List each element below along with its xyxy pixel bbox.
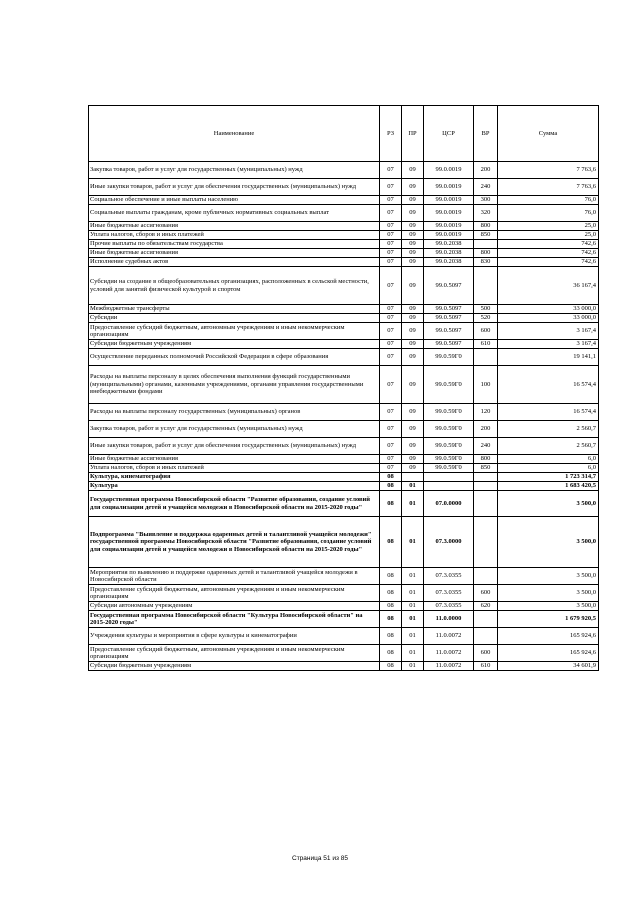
cell-rz: 07 — [380, 323, 402, 340]
cell-vr: 610 — [474, 340, 498, 349]
cell-vr: 600 — [474, 323, 498, 340]
cell-rz: 07 — [380, 366, 402, 404]
cell-name: Субсидии — [89, 314, 380, 323]
cell-vr — [474, 240, 498, 249]
cell-vr: 120 — [474, 404, 498, 421]
cell-sum: 3 500,0 — [498, 568, 599, 585]
cell-pr: 09 — [402, 196, 424, 205]
table-row — [89, 162, 599, 179]
cell-pr: 01 — [402, 662, 424, 671]
cell-name: Государственная программа Новосибирской области "Развитие образования, создание условий для социализации детей и учащейся молодежи в Новосибирской области на 2015-2020 годы" — [89, 491, 380, 517]
cell-sum: 33 000,0 — [498, 314, 599, 323]
cell-vr: 320 — [474, 205, 498, 222]
cell-csr: 99.0.59Г0 — [424, 421, 474, 438]
cell-vr: 800 — [474, 455, 498, 464]
cell-pr: 09 — [402, 438, 424, 455]
cell-rz: 07 — [380, 205, 402, 222]
cell-rz: 07 — [380, 404, 402, 421]
cell-name: Социальные выплаты гражданам, кроме публичных нормативных социальных выплат — [89, 205, 380, 222]
table-row — [89, 464, 599, 473]
cell-name: Прочие выплаты по обязательствам государства — [89, 240, 380, 249]
cell-pr: 09 — [402, 323, 424, 340]
cell-sum: 6,0 — [498, 455, 599, 464]
cell-rz: 08 — [380, 585, 402, 602]
cell-pr: 09 — [402, 179, 424, 196]
table-row — [89, 645, 599, 662]
cell-sum: 16 574,4 — [498, 404, 599, 421]
cell-sum: 1 679 920,5 — [498, 611, 599, 628]
cell-csr — [424, 482, 474, 491]
cell-vr — [474, 482, 498, 491]
cell-rz: 07 — [380, 162, 402, 179]
cell-rz: 07 — [380, 222, 402, 231]
table-row — [89, 323, 599, 340]
table-row — [89, 517, 599, 568]
cell-vr — [474, 628, 498, 645]
cell-csr: 99.0.2038 — [424, 240, 474, 249]
cell-vr: 200 — [474, 421, 498, 438]
cell-csr: 11.0.0000 — [424, 611, 474, 628]
cell-sum: 1 723 314,7 — [498, 473, 599, 482]
cell-rz: 08 — [380, 662, 402, 671]
budget-table-body — [89, 106, 599, 671]
cell-name: Культура — [89, 482, 380, 491]
cell-name: Учреждения культуры и мероприятия в сфере культуры и кинематографии — [89, 628, 380, 645]
cell-rz: 07 — [380, 340, 402, 349]
cell-csr: 07.0.0000 — [424, 491, 474, 517]
cell-vr: 800 — [474, 222, 498, 231]
cell-sum: 165 924,6 — [498, 645, 599, 662]
cell-csr: 99.0.0019 — [424, 162, 474, 179]
cell-pr: 01 — [402, 482, 424, 491]
cell-vr: 200 — [474, 162, 498, 179]
cell-sum: 33 000,0 — [498, 305, 599, 314]
cell-rz: 07 — [380, 231, 402, 240]
cell-name: Субсидии автономным учреждениям — [89, 602, 380, 611]
cell-vr: 240 — [474, 179, 498, 196]
cell-vr: 610 — [474, 662, 498, 671]
cell-pr: 09 — [402, 258, 424, 267]
cell-name: Предоставление субсидий бюджетным, автономным учреждениям и иным некоммерческим организациям — [89, 323, 380, 340]
table-row — [89, 249, 599, 258]
cell-sum: 25,0 — [498, 222, 599, 231]
cell-vr: 520 — [474, 314, 498, 323]
cell-sum: 2 560,7 — [498, 421, 599, 438]
cell-name: Закупка товаров, работ и услуг для государственных (муниципальных) нужд — [89, 162, 380, 179]
cell-rz: 07 — [380, 240, 402, 249]
table-row — [89, 404, 599, 421]
cell-rz: 08 — [380, 473, 402, 482]
cell-csr: 99.0.0019 — [424, 222, 474, 231]
cell-sum: 3 167,4 — [498, 340, 599, 349]
cell-rz: 08 — [380, 568, 402, 585]
cell-sum: 19 141,1 — [498, 349, 599, 366]
cell-pr: 09 — [402, 349, 424, 366]
table-row — [89, 421, 599, 438]
cell-rz: 07 — [380, 196, 402, 205]
cell-name: Расходы на выплаты персоналу в целях обеспечения выполнения функций государственными (муниципальными) органами, казенными учреждениями, органами управления государственными внебюджетными фондами — [89, 366, 380, 404]
cell-sum: 16 574,4 — [498, 366, 599, 404]
cell-csr: 11.0.0072 — [424, 662, 474, 671]
cell-rz: 07 — [380, 249, 402, 258]
cell-vr: 830 — [474, 258, 498, 267]
cell-pr: 01 — [402, 491, 424, 517]
cell-csr: 99.0.2038 — [424, 258, 474, 267]
cell-sum: 34 601,9 — [498, 662, 599, 671]
cell-csr: 07.3.0000 — [424, 517, 474, 568]
cell-pr: 09 — [402, 240, 424, 249]
table-row — [89, 222, 599, 231]
cell-name: Подпрограмма "Выявление и поддержка одаренных детей и талантливой учащейся молодежи" государственной программы Новосибирской области "Развитие образования, создание условий для социализации детей и учащейся молодежи в Новосибирской области на 2015-2020 годы" — [89, 517, 380, 568]
table-row — [89, 205, 599, 222]
cell-pr: 09 — [402, 455, 424, 464]
cell-rz: 08 — [380, 628, 402, 645]
cell-name: Предоставление субсидий бюджетным, автономным учреждениям и иным некоммерческим организациям — [89, 645, 380, 662]
cell-pr: 01 — [402, 585, 424, 602]
cell-pr: 01 — [402, 628, 424, 645]
table-row — [89, 258, 599, 267]
cell-sum: 76,0 — [498, 196, 599, 205]
cell-sum: 7 763,6 — [498, 162, 599, 179]
cell-csr: 99.0.0019 — [424, 179, 474, 196]
cell-vr — [474, 349, 498, 366]
table-row — [89, 314, 599, 323]
table-row — [89, 267, 599, 305]
cell-rz: 07 — [380, 305, 402, 314]
table-row — [89, 455, 599, 464]
cell-sum: 6,0 — [498, 464, 599, 473]
cell-sum: 2 560,7 — [498, 438, 599, 455]
table-header-row — [89, 106, 599, 162]
cell-vr: 240 — [474, 438, 498, 455]
cell-vr: 600 — [474, 645, 498, 662]
cell-name: Государственная программа Новосибирской области "Культура Новосибирской области" на 2015-2020 годы" — [89, 611, 380, 628]
cell-sum: 3 167,4 — [498, 323, 599, 340]
cell-csr: 99.0.59Г0 — [424, 366, 474, 404]
cell-rz: 07 — [380, 258, 402, 267]
cell-vr — [474, 267, 498, 305]
table-row — [89, 482, 599, 491]
cell-name: Субсидии бюджетным учреждениям — [89, 662, 380, 671]
cell-sum: 76,0 — [498, 205, 599, 222]
cell-name: Предоставление субсидий бюджетным, автономным учреждениям и иным некоммерческим организациям — [89, 585, 380, 602]
cell-sum: 3 500,0 — [498, 602, 599, 611]
cell-vr — [474, 568, 498, 585]
cell-vr: 800 — [474, 249, 498, 258]
header-rz: РЗ — [380, 106, 402, 162]
cell-vr: 500 — [474, 305, 498, 314]
table-row — [89, 305, 599, 314]
table-row — [89, 473, 599, 482]
cell-name: Мероприятия по выявлению и поддержке одаренных детей и талантливой учащейся молодежи в Новосибирской области — [89, 568, 380, 585]
cell-vr — [474, 473, 498, 482]
cell-csr: 99.0.59Г0 — [424, 464, 474, 473]
cell-vr — [474, 491, 498, 517]
cell-name: Уплата налогов, сборов и иных платежей — [89, 464, 380, 473]
cell-pr: 09 — [402, 366, 424, 404]
cell-sum: 3 500,0 — [498, 491, 599, 517]
cell-pr: 09 — [402, 249, 424, 258]
cell-rz: 08 — [380, 645, 402, 662]
cell-pr — [402, 473, 424, 482]
cell-rz: 08 — [380, 611, 402, 628]
cell-pr: 01 — [402, 517, 424, 568]
cell-name: Субсидии на создание в общеобразовательных организациях, расположенных в сельской местности, условий для занятий физической культурой и спортом — [89, 267, 380, 305]
cell-csr: 99.0.5097 — [424, 267, 474, 305]
table-row — [89, 662, 599, 671]
cell-csr: 99.0.2038 — [424, 249, 474, 258]
cell-name: Субсидии бюджетным учреждениям — [89, 340, 380, 349]
table-row — [89, 568, 599, 585]
cell-vr: 100 — [474, 366, 498, 404]
table-row — [89, 196, 599, 205]
cell-name: Культура, кинематография — [89, 473, 380, 482]
cell-csr: 99.0.59Г0 — [424, 349, 474, 366]
cell-name: Иные бюджетные ассигнования — [89, 222, 380, 231]
cell-pr: 09 — [402, 267, 424, 305]
cell-name: Осуществление переданных полномочий Российской Федерации в сфере образования — [89, 349, 380, 366]
cell-name: Исполнение судебных актов — [89, 258, 380, 267]
cell-csr: 11.0.0072 — [424, 645, 474, 662]
cell-csr: 99.0.59Г0 — [424, 455, 474, 464]
table-row — [89, 585, 599, 602]
cell-vr: 620 — [474, 602, 498, 611]
cell-csr: 99.0.5097 — [424, 340, 474, 349]
cell-name: Иные закупки товаров, работ и услуг для обеспечения государственных (муниципальных) нужд — [89, 438, 380, 455]
cell-rz: 07 — [380, 314, 402, 323]
cell-rz: 07 — [380, 267, 402, 305]
cell-csr: 99.0.0019 — [424, 205, 474, 222]
cell-pr: 09 — [402, 205, 424, 222]
cell-vr: 850 — [474, 231, 498, 240]
table-row — [89, 231, 599, 240]
cell-pr: 09 — [402, 340, 424, 349]
cell-pr: 09 — [402, 231, 424, 240]
table-row — [89, 611, 599, 628]
cell-sum: 3 500,0 — [498, 585, 599, 602]
cell-rz: 08 — [380, 491, 402, 517]
cell-sum: 36 167,4 — [498, 267, 599, 305]
header-sum: Сумма — [498, 106, 599, 162]
cell-sum: 742,6 — [498, 240, 599, 249]
cell-csr: 99.0.5097 — [424, 305, 474, 314]
table-row — [89, 179, 599, 196]
table-row — [89, 349, 599, 366]
cell-name: Иные закупки товаров, работ и услуг для обеспечения государственных (муниципальных) нужд — [89, 179, 380, 196]
cell-rz: 07 — [380, 464, 402, 473]
cell-csr: 99.0.59Г0 — [424, 404, 474, 421]
cell-pr: 01 — [402, 611, 424, 628]
header-csr: ЦСР — [424, 106, 474, 162]
cell-sum: 1 683 420,5 — [498, 482, 599, 491]
cell-sum: 7 763,6 — [498, 179, 599, 196]
cell-sum: 3 500,0 — [498, 517, 599, 568]
cell-csr: 99.0.5097 — [424, 314, 474, 323]
cell-rz: 07 — [380, 438, 402, 455]
cell-name: Межбюджетные трансферты — [89, 305, 380, 314]
cell-sum: 165 924,6 — [498, 628, 599, 645]
cell-name: Уплата налогов, сборов и иных платежей — [89, 231, 380, 240]
header-pr: ПР — [402, 106, 424, 162]
cell-sum: 25,0 — [498, 231, 599, 240]
cell-name: Иные бюджетные ассигнования — [89, 249, 380, 258]
cell-rz: 07 — [380, 421, 402, 438]
cell-vr — [474, 611, 498, 628]
cell-csr: 07.3.0355 — [424, 602, 474, 611]
cell-csr: 07.3.0355 — [424, 568, 474, 585]
cell-sum: 742,6 — [498, 249, 599, 258]
cell-rz: 08 — [380, 517, 402, 568]
cell-pr: 09 — [402, 421, 424, 438]
table-row — [89, 602, 599, 611]
cell-csr: 11.0.0072 — [424, 628, 474, 645]
cell-rz: 07 — [380, 349, 402, 366]
table-row — [89, 366, 599, 404]
cell-pr: 09 — [402, 305, 424, 314]
cell-vr: 600 — [474, 585, 498, 602]
page-footer: Страница 51 из 85 — [292, 855, 348, 862]
cell-name: Иные бюджетные ассигнования — [89, 455, 380, 464]
cell-pr: 09 — [402, 222, 424, 231]
cell-rz: 08 — [380, 602, 402, 611]
cell-vr: 850 — [474, 464, 498, 473]
cell-pr: 01 — [402, 645, 424, 662]
budget-table — [88, 105, 599, 671]
cell-pr: 09 — [402, 162, 424, 179]
cell-rz: 08 — [380, 482, 402, 491]
cell-name: Социальное обеспечение и иные выплаты населению — [89, 196, 380, 205]
cell-sum: 742,6 — [498, 258, 599, 267]
cell-vr: 300 — [474, 196, 498, 205]
cell-pr: 09 — [402, 404, 424, 421]
cell-name: Расходы на выплаты персоналу государственных (муниципальных) органов — [89, 404, 380, 421]
cell-rz: 07 — [380, 455, 402, 464]
table-row — [89, 340, 599, 349]
cell-csr: 99.0.0019 — [424, 196, 474, 205]
cell-vr — [474, 517, 498, 568]
cell-csr — [424, 473, 474, 482]
header-vr: ВР — [474, 106, 498, 162]
table-row — [89, 240, 599, 249]
cell-pr: 09 — [402, 464, 424, 473]
cell-csr: 99.0.0019 — [424, 231, 474, 240]
cell-name: Закупка товаров, работ и услуг для государственных (муниципальных) нужд — [89, 421, 380, 438]
cell-rz: 07 — [380, 179, 402, 196]
cell-pr: 01 — [402, 568, 424, 585]
cell-csr: 99.0.59Г0 — [424, 438, 474, 455]
cell-pr: 01 — [402, 602, 424, 611]
header-name: Наименование — [89, 106, 380, 162]
cell-pr: 09 — [402, 314, 424, 323]
table-row — [89, 438, 599, 455]
cell-csr: 99.0.5097 — [424, 323, 474, 340]
cell-csr: 07.3.0355 — [424, 585, 474, 602]
table-row — [89, 491, 599, 517]
table-row — [89, 628, 599, 645]
